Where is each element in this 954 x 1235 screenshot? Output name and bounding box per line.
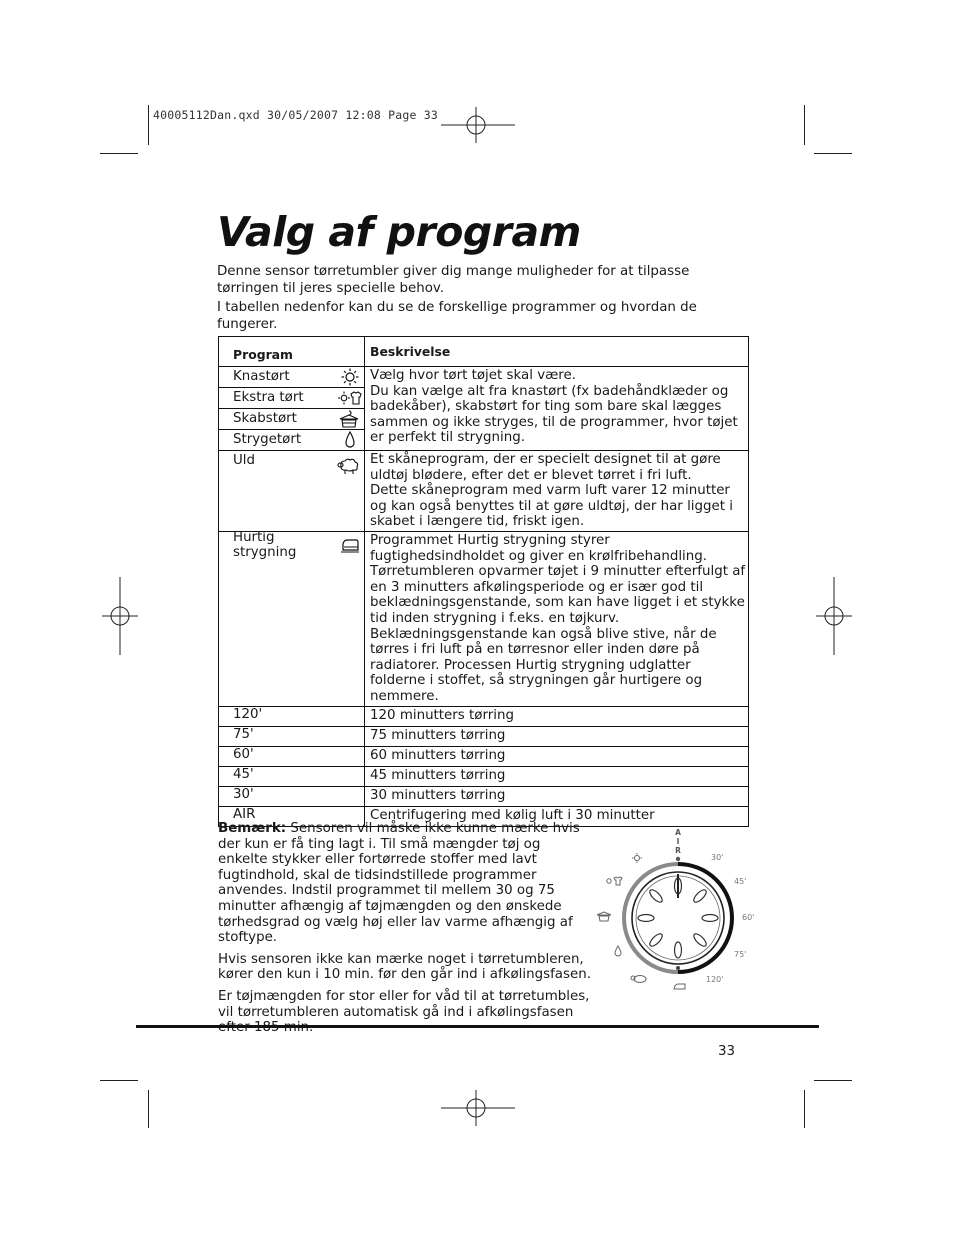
program-cell-dryness [219,367,365,451]
table-row [219,706,749,726]
program-cell: 30' [219,786,365,806]
dial-air-dot [676,857,680,861]
iron-icon [674,984,685,989]
description-cell: 60 minutters tørring [365,746,749,766]
description-cell: 45 minutters tørring [365,766,749,786]
program-header-cell [219,337,365,367]
note-paragraph-3: Er tøjmængden for stor eller for våd til at tørretumbles, vil tørretumbleren automatisk gå ind i afkølingsfasen [218,988,590,1020]
program-label: Hurtig strygning [233,529,297,560]
program-row [219,409,364,430]
program-dial [590,826,780,996]
program-table [218,336,749,827]
registration-mark-bottom-icon [435,1088,517,1128]
table-row [219,726,749,746]
description-cell: 120 minutters tørring [365,706,749,726]
svg-text:30': 30' [711,853,724,862]
intro-paragraph-1: Denne sensor tørretumbler giver dig mange muligheder for at tilpasse tørringen til jeres specielle behov. [217,264,690,296]
program-label: Uld [233,453,256,468]
table-row [219,746,749,766]
table-row [219,766,749,786]
sun-shirt-icon [338,389,362,407]
program-cell-quick-iron [219,531,365,706]
program-label: Knastørt [233,369,290,384]
program-cell: 120' [219,706,365,726]
note-label: Bemærk: [218,821,287,836]
droplet-icon [340,431,360,449]
sheep-icon [337,457,361,475]
program-label: Skabstørt [233,411,297,426]
dial-air-label [675,828,681,855]
table-row-quick-iron [219,531,749,706]
svg-text:60': 60' [742,913,755,922]
program-cell: 60' [219,746,365,766]
program-label: Ekstra tørt [233,390,304,405]
footer-rule [136,1025,819,1028]
description-cell: 75 minutters tørring [365,726,749,746]
program-header: Program [233,347,293,362]
hanger-shirt-icon [597,912,611,921]
description-header-cell [365,337,749,367]
description-cell-dryness: Vælg hvor tørt tøjet skal være. Du kan vælge alt fra knastørt (fx badehåndklæder og badekåber), skabstørt for ting som bare skal lægges sammen og ikke stryges, til de programmer, hvor tøjet er perfekt til strygning. [365,367,749,451]
program-row [219,367,364,388]
table-header-row [219,337,749,367]
sun-icon [632,853,642,863]
note-paragraph-2: Hvis sensoren ikke kan mærke noget i tørretumbleren, kører den kun i 10 min. før den går ind i afkølingsfasen. [218,951,591,983]
registration-mark-top-icon [435,105,517,145]
description-cell: 30 minutters tørring [365,786,749,806]
svg-text:I: I [676,837,680,846]
print-slug: 40005112Dan.qxd 30/05/2007 12:08 Page 33 [153,108,438,122]
note-text: Sensoren vil måske ikke kunne mærke hvis der kun er få ting lagt i. Til små mængder tøj og enkelte stykker eller fortørrede stoffer med lavt fugtindhold, skal de tidsindstillede programmer anvendes. Indstil programmet til mellem 30 og 75 minutter afhængig af tøjmængden og den ønskede tørhedsgrad og vælg høj eller lav varme afhængig af stoftype. [218,821,580,946]
svg-text:75': 75' [734,950,747,959]
svg-text:A: A [675,828,681,837]
svg-text:R: R [675,846,681,855]
program-row [219,388,364,409]
intro-paragraph-2: I tabellen nedenfor kan du se de forskellige programmer og hvordan de fungerer. [217,300,697,332]
page-number: 33 [718,1044,736,1059]
table-row [219,786,749,806]
table-row-dryness [219,367,749,451]
description-cell-wool: Et skåneprogram, der er specielt designet til at gøre uldtøj blødere, efter det er blevet tørret i fri luft. Dette skåneprogram med varm luft varer 12 minutter og kan også benyttes til at gøre uldtøj, der har ligget i skabet i længere tid, friskt igen. [365,451,749,532]
program-cell: 45' [219,766,365,786]
svg-text:45': 45' [734,877,747,886]
program-cell: AIR [219,806,365,826]
table-row-wool [219,451,749,532]
description-cell-quick-iron: Programmet Hurtig strygning styrer fugtighedsindholdet og giver en krølfribehandling. Tørretumbleren opvarmer tøjet i 9 minutter efterfulgt af en 3 minutters afkølingsperiode og er især god til beklædningsgenstande, som kan have ligget i et stykke tid inden strygning i f.eks. en tøjkurv. Beklædningsgenstande kan også blive stive, når de tørres i fri luft på en tørresnor eller inden døre på radiatorer. Processen Hurtig strygning udglatter folderne i stoffet, så strygningen går hurtigere og nemmere. [365,531,749,706]
registration-mark-right-icon [814,575,854,657]
description-header: Beskrivelse [370,344,451,359]
iron-icon [340,537,360,553]
description-cell: Centrifugering med kølig luft i 30 minutter [365,806,749,826]
page-title: Valg af program [217,208,581,256]
program-cell: 75' [219,726,365,746]
program-row [219,430,364,450]
svg-text:120': 120' [706,975,724,984]
note-section [218,821,592,1042]
program-cell-wool [219,451,365,532]
sheep-icon [631,976,646,983]
note-paragraph-1 [218,821,592,946]
hanger-shirt-icon [338,410,360,428]
sun-icon [340,368,360,386]
droplet-icon [615,946,621,956]
registration-mark-left-icon [100,575,140,657]
sun-shirt-icon [607,877,622,885]
program-label: Strygetørt [233,432,302,447]
